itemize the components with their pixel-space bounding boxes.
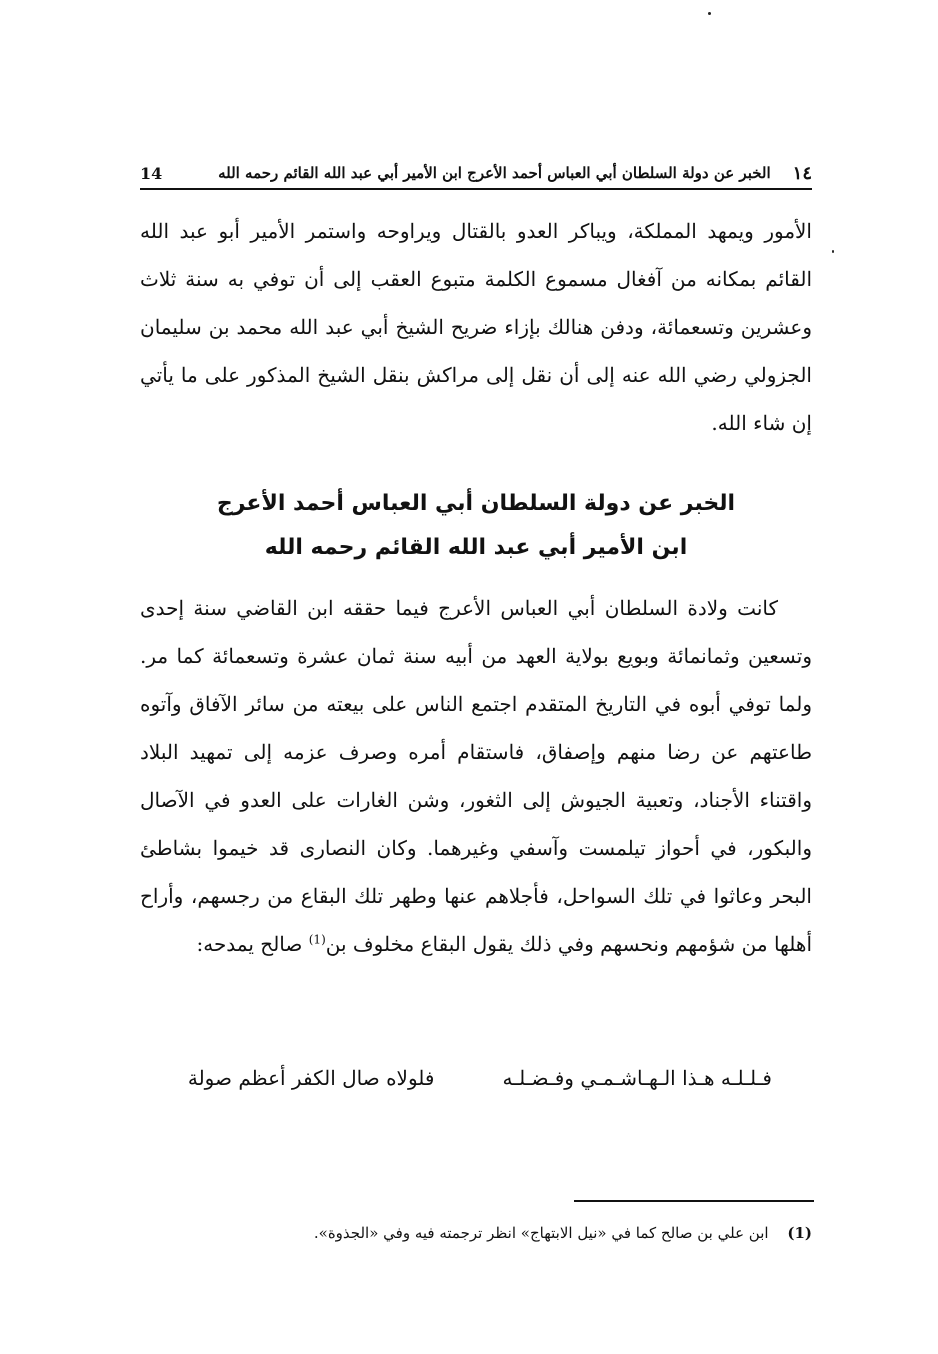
footnote-text: ابن علي بن صالح كما في «نيل الابتهاج» انظر ترجمته فيه وفي «الجذوة». [313,1224,769,1242]
footnote-reference: (1) [308,932,326,947]
running-title: الخبر عن دولة السلطان أبي العباس أحمد الأعرج ابن الأمير أبي عبد الله القائم رحمه الله [218,164,771,182]
verse-first-hemistich: فـلـلـه هـذا الـهـاشـمـي وفـضـلـه [502,1066,772,1090]
paragraph-main-text-end: صالح يمدحه: [196,932,309,956]
page-number-latin: 14 [140,163,163,183]
section-heading-line-2: ابن الأمير أبي عبد الله القائم رحمه الله [264,535,688,560]
footnote-rule [574,1200,814,1202]
page-number-arabic: ١٤ [792,162,812,184]
header-rule [140,188,812,190]
paragraph-continuation: الأمور ويمهد المملكة، ويباكر العدو بالقتال ويراوحه واستمر الأمير أبو عبد الله القائم بمكانه من آفغال مسموع الكلمة متبوع العقب إلى أن توفي به سنة ثلاث وعشرين وتسعمائة، ودفن هنالك بإزاء ضريح الشيخ أبي عبد الله محمد بن سليمان الجزولي رضي الله عنه إلى أن نقل إلى مراكش بنقل الشيخ المذكور على ما يأتي إن شاء الله. [140,219,812,435]
verse-second-hemistich: فلولاه صال الكفر أعظم صولة [187,1066,435,1090]
scan-speck [832,250,834,253]
paragraph-main-text: كانت ولادة السلطان أبي العباس الأعرج فيما حققه ابن القاضي سنة إحدى وتسعين وثمانمائة وبويع بولاية العهد من أبيه سنة ثمان عشرة وتسعمائة كما مر. ولما توفي أبوه في التاريخ المتقدم اجتمع الناس على بيعته من سائر الآفاق وآتوه طاعتهم عن رضا منهم وإصفاق، فاستقام أمره وصرف عزمه إلى تمهيد البلاد واقتناء الأجناد، وتعبية الجيوش إلى الثغور، وشن الغارات على العدو في الآصال والبكور، في أحواز تيلمست وآسفي وغيرهما. وكان النصارى قد خيموا بشاطئ البحر وعاثوا في تلك السواحل، فأجلاهم عنها وطهر تلك البقاع من رجسهم، وأراح أهلها من شؤمهم ونحسهم وفي ذلك يقول البقاع مخلوف بن [140,596,812,956]
section-heading-line-1: الخبر عن دولة السلطان أبي العباس أحمد الأعرج [216,491,736,516]
poem-verse [140,1056,812,1100]
section-heading [140,482,812,570]
running-header [140,158,812,188]
footnote [140,1218,812,1248]
footnote-label: (1) [787,1224,812,1242]
scan-speck [708,12,711,15]
paragraph-main [140,584,812,968]
